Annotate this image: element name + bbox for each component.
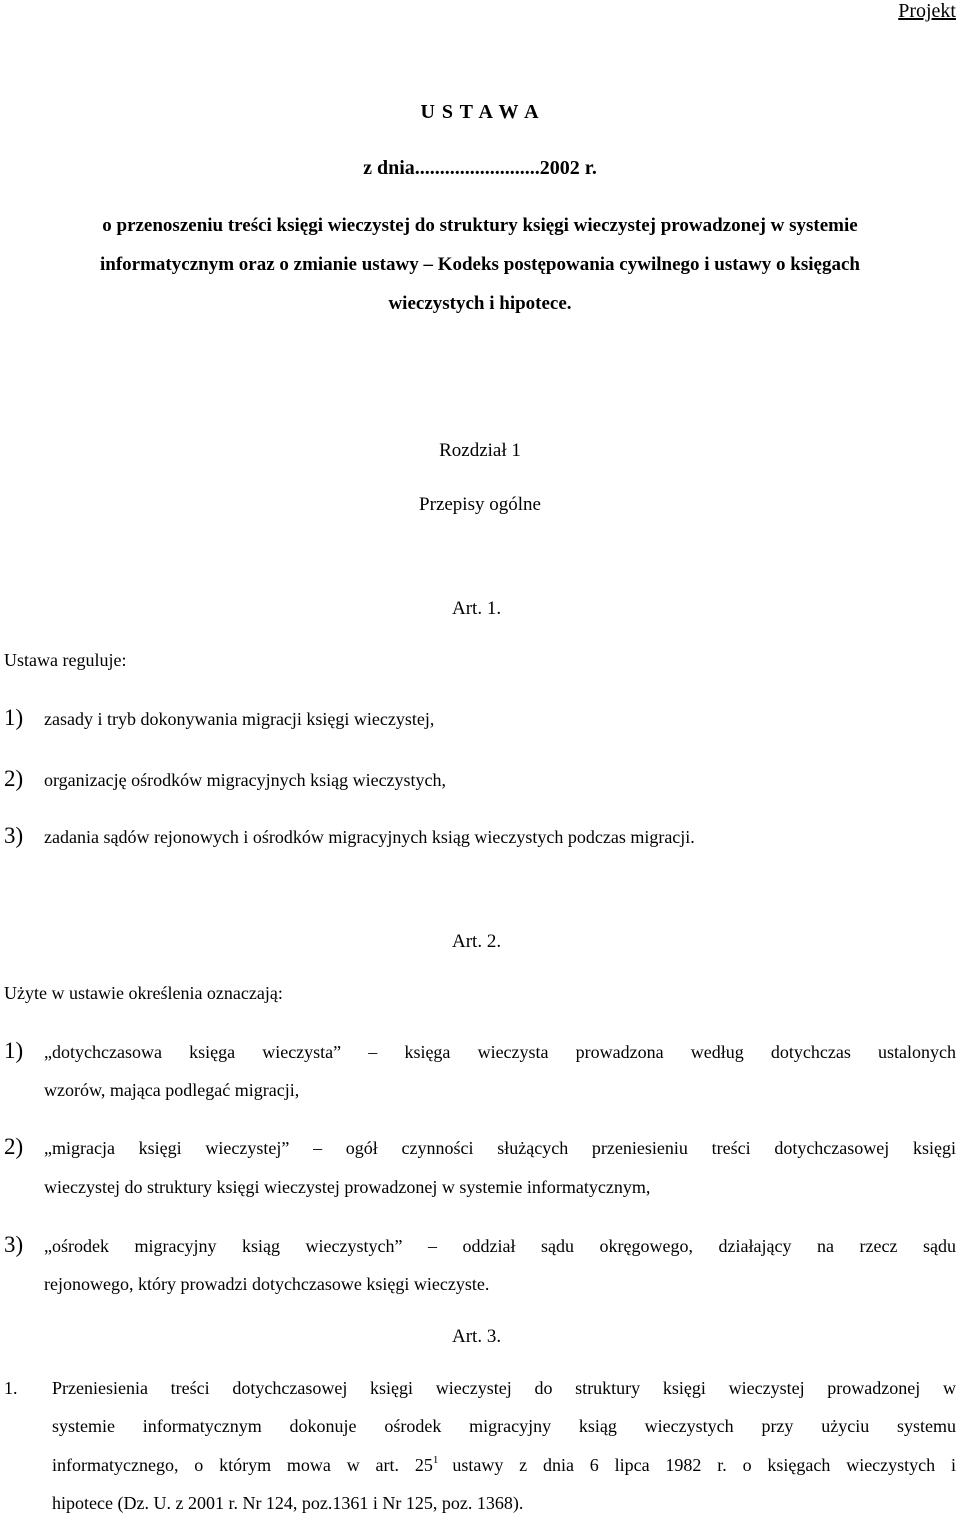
document-subject bbox=[0, 206, 960, 323]
article-2-intro: Użyte w ustawie określenia oznaczają: bbox=[4, 983, 283, 1003]
subject-line: wieczystych i hipotece. bbox=[388, 293, 572, 314]
list-number: 1) bbox=[4, 705, 24, 730]
document-title: U S T A W A bbox=[420, 101, 540, 123]
subject-line: o przenoszeniu treści księgi wieczystej do struktury księgi wieczystej prowadzonej w systemie bbox=[102, 215, 858, 236]
superscript: 1 bbox=[432, 1454, 439, 1466]
document-date: z dnia.........................2002 r. bbox=[363, 157, 597, 179]
chapter-name: Przepisy ogólne bbox=[419, 494, 541, 515]
paragraph-text: informatycznego, o którym mowa w art. 25 bbox=[52, 1455, 433, 1475]
list-number: 2) bbox=[4, 1134, 24, 1159]
article-1-intro: Ustawa reguluje: bbox=[4, 650, 127, 670]
list-number: 3) bbox=[4, 1232, 24, 1257]
paragraph-line: hipotece (Dz. U. z 2001 r. Nr 124, poz.1361 i Nr 125, poz. 1368). bbox=[52, 1493, 524, 1513]
paragraph-text: ustawy z dnia 6 lipca 1982 r. o księgach wieczystych i bbox=[452, 1455, 956, 1475]
article-1-label: Art. 1. bbox=[452, 598, 502, 619]
paragraph-line: Przeniesienia treści dotychczasowej księgi wieczystej do struktury księgi wieczystej prowadzonej w bbox=[52, 1378, 956, 1398]
projekt-link[interactable]: Projekt bbox=[898, 0, 956, 22]
list-item-text: zasady i tryb dokonywania migracji księgi wieczystej, bbox=[44, 709, 435, 729]
paragraph-line: systemie informatycznym dokonuje ośrodek migracyjny ksiąg wieczystych przy użyciu systemu bbox=[52, 1416, 956, 1436]
paragraph-line bbox=[52, 1455, 956, 1476]
list-number: 3) bbox=[4, 823, 24, 848]
definition-line: „ośrodek migracyjny ksiąg wieczystych” – oddział sądu okręgowego, działający na rzecz sądu bbox=[44, 1236, 956, 1256]
definition-line: „migracja księgi wieczystej” – ogół czynności służących przeniesieniu treści dotychczasowej księgi bbox=[44, 1138, 956, 1158]
article-3-label: Art. 3. bbox=[452, 1326, 502, 1347]
subject-line: informatycznym oraz o zmianie ustawy – Kodeks postępowania cywilnego i ustawy o księgach bbox=[100, 254, 860, 275]
definition-line: wzorów, mająca podlegać migracji, bbox=[44, 1080, 300, 1100]
list-number: 1) bbox=[4, 1038, 24, 1063]
definition-line: wieczystej do struktury księgi wieczystej prowadzonej w systemie informatycznym, bbox=[44, 1177, 651, 1197]
article-2-label: Art. 2. bbox=[452, 931, 502, 952]
definition-line: rejonowego, który prowadzi dotychczasowe księgi wieczyste. bbox=[44, 1274, 490, 1294]
list-number: 2) bbox=[4, 766, 24, 791]
paragraph-number: 1. bbox=[4, 1378, 18, 1398]
list-item-text: organizację ośrodków migracyjnych ksiąg wieczystych, bbox=[44, 770, 447, 790]
definition-line: „dotychczasowa księga wieczysta” – księga wieczysta prowadzona według dotychczas ustalonych bbox=[44, 1042, 956, 1062]
chapter-label: Rozdział 1 bbox=[439, 440, 521, 461]
list-item-text: zadania sądów rejonowych i ośrodków migracyjnych ksiąg wieczystych podczas migracji. bbox=[44, 827, 695, 847]
